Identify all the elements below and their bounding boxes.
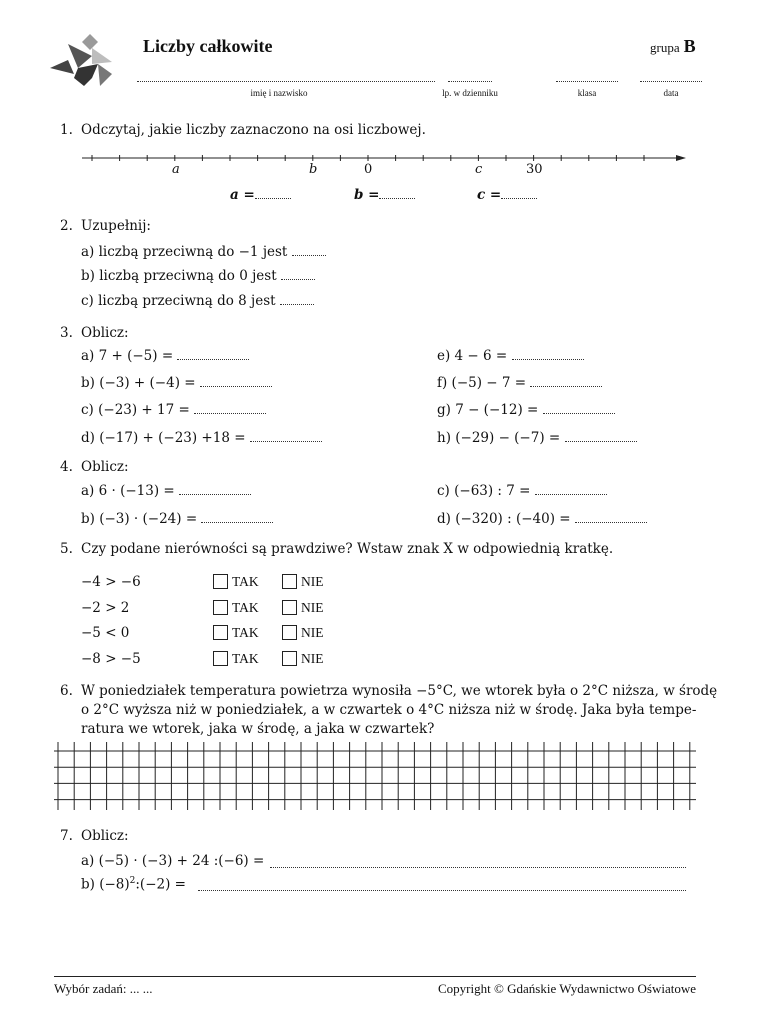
- q1-answer-b: [354, 187, 415, 203]
- q5-row-2-yes-label: TAK: [232, 600, 259, 615]
- date-caption: data: [663, 88, 679, 98]
- q3-item-f: [437, 375, 602, 391]
- q5-row-3-no-checkbox[interactable]: [282, 625, 297, 640]
- q3-item-c-text: c) (−23) + 17 =: [81, 402, 190, 418]
- q2-item-a-blank[interactable]: [292, 244, 326, 256]
- q5-row-4-yes-checkbox[interactable]: [213, 651, 228, 666]
- q5-row-2-no-label: NIE: [301, 600, 324, 615]
- q5-text: Czy podane nierówności są prawdziwe? Wstaw znak X w odpowiednią kratkę.: [81, 541, 614, 557]
- q2-item-c-blank[interactable]: [280, 293, 314, 305]
- q7-item-b: [81, 876, 186, 893]
- q7-item-b-blank[interactable]: [198, 879, 686, 891]
- logo-triangle-light: [92, 48, 112, 64]
- q4-item-d-blank[interactable]: [575, 511, 647, 523]
- q5-inequality-4: −8 > −5: [81, 651, 141, 667]
- q7-item-b-rest: :(−2) =: [135, 876, 186, 893]
- q2-number: 2.: [60, 218, 73, 234]
- q4-item-b-blank[interactable]: [201, 511, 273, 523]
- axis-label-zero: 0: [364, 162, 373, 177]
- q5-row-3-no[interactable]: [282, 625, 324, 641]
- q1-answer-a: [230, 187, 291, 203]
- q4-item-b-text: b) (−3) · (−24) =: [81, 511, 198, 527]
- footer-divider: [54, 976, 696, 977]
- q4-item-d: [437, 511, 647, 527]
- logo-wing-left: [50, 60, 74, 74]
- register-number-field[interactable]: [448, 70, 492, 82]
- q6-line-3: ratura we wtorek, jaka w środę, a jaka w czwartek?: [81, 721, 435, 737]
- q7-text: Oblicz:: [81, 828, 129, 844]
- q1-answer-a-label: a =: [230, 187, 255, 203]
- q1-answer-c: [477, 187, 537, 203]
- q3-item-g-blank[interactable]: [543, 402, 615, 414]
- name-field[interactable]: [137, 70, 435, 82]
- q3-item-e-text: e) 4 − 6 =: [437, 348, 508, 364]
- q1-answer-c-label: c =: [477, 187, 502, 203]
- q4-text: Oblicz:: [81, 459, 129, 475]
- q3-item-a: [81, 348, 249, 364]
- q3-item-f-blank[interactable]: [530, 375, 602, 387]
- q3-item-a-blank[interactable]: [177, 348, 249, 360]
- q2-item-b: [81, 268, 315, 284]
- q7-item-a: a) (−5) · (−3) + 24 :(−6) =: [81, 853, 265, 869]
- q3-item-h-blank[interactable]: [565, 430, 637, 442]
- q3-item-e-blank[interactable]: [512, 348, 584, 360]
- q5-row-4-no-checkbox[interactable]: [282, 651, 297, 666]
- q5-row-1-yes-label: TAK: [232, 574, 259, 589]
- group-label: grupa: [650, 40, 680, 55]
- q2-item-a: [81, 244, 326, 260]
- q3-item-f-text: f) (−5) − 7 =: [437, 375, 527, 391]
- q5-row-3-yes-label: TAK: [232, 625, 259, 640]
- footer-copyright: Copyright © Gdańskie Wydawnictwo Oświatowe: [438, 981, 696, 996]
- register-number-caption: lp. w dzienniku: [442, 88, 498, 98]
- logo-wing-right: [98, 64, 112, 86]
- q5-inequality-3: −5 < 0: [81, 625, 130, 641]
- q7-item-b-exponent: 2: [129, 876, 136, 886]
- q4-item-c-text: c) (−63) : 7 =: [437, 483, 531, 499]
- q5-row-2-no-checkbox[interactable]: [282, 600, 297, 615]
- q5-row-4-yes[interactable]: [213, 651, 259, 667]
- q3-item-a-text: a) 7 + (−5) =: [81, 348, 174, 364]
- q4-item-a: [81, 483, 251, 499]
- q5-row-1-no-label: NIE: [301, 574, 324, 589]
- q5-row-4-yes-label: TAK: [232, 651, 259, 666]
- q7-item-a-blank[interactable]: [270, 856, 686, 868]
- q2-item-c: [81, 293, 314, 309]
- name-caption: imię i nazwisko: [250, 88, 308, 98]
- q3-item-h-text: h) (−29) − (−7) =: [437, 430, 561, 446]
- q3-item-g: [437, 402, 615, 418]
- q5-row-2-yes-checkbox[interactable]: [213, 600, 228, 615]
- q5-number: 5.: [60, 541, 73, 557]
- number-line-arrow: [676, 155, 686, 161]
- group-indicator: [650, 36, 696, 57]
- page-title: Liczby całkowite: [143, 36, 273, 56]
- group-value: B: [683, 36, 696, 56]
- q3-item-b: [81, 375, 272, 391]
- q3-item-c-blank[interactable]: [194, 402, 266, 414]
- q5-row-3-no-label: NIE: [301, 625, 324, 640]
- axis-label-b: b: [309, 162, 318, 177]
- q5-row-3-yes[interactable]: [213, 625, 259, 641]
- q5-row-3-yes-checkbox[interactable]: [213, 625, 228, 640]
- axis-label-c: c: [475, 162, 483, 177]
- q3-item-e: [437, 348, 584, 364]
- q5-row-4-no[interactable]: [282, 651, 324, 667]
- q4-item-c: [437, 483, 607, 499]
- q3-item-c: [81, 402, 266, 418]
- class-field[interactable]: [556, 70, 618, 82]
- q5-inequality-2: −2 > 2: [81, 600, 130, 616]
- answer-grid[interactable]: [54, 742, 696, 810]
- q4-item-b: [81, 511, 273, 527]
- q2-item-b-blank[interactable]: [281, 268, 315, 280]
- q3-item-b-text: b) (−3) + (−4) =: [81, 375, 196, 391]
- q5-row-1-yes[interactable]: [213, 574, 259, 590]
- q6-number: 6.: [60, 683, 73, 699]
- q5-inequality-1: −4 > −6: [81, 574, 141, 590]
- q5-row-1-no-checkbox[interactable]: [282, 574, 297, 589]
- q1-answer-c-blank[interactable]: [501, 187, 537, 199]
- q2-text: Uzupełnij:: [81, 218, 151, 234]
- logo-body: [74, 64, 98, 86]
- q6-line-2: o 2°C wyższa niż w poniedziałek, a w czwartek o 4°C niższa niż w środę. Jaka była tempe-: [81, 702, 697, 718]
- q5-row-2-no[interactable]: [282, 600, 324, 616]
- q4-item-d-text: d) (−320) : (−40) =: [437, 511, 571, 527]
- q2-item-b-text: b) liczbą przeciwną do 0 jest: [81, 268, 277, 284]
- q1-answer-b-blank[interactable]: [379, 187, 415, 199]
- q1-text: Odczytaj, jakie liczby zaznaczono na osi liczbowej.: [81, 122, 426, 138]
- q7-item-b-base: b) (−8): [81, 876, 130, 893]
- axis-label-a: a: [172, 162, 180, 177]
- date-field[interactable]: [640, 70, 702, 82]
- publisher-logo: [48, 34, 114, 88]
- q4-item-a-text: a) 6 · (−13) =: [81, 483, 175, 499]
- q1-answer-b-label: b =: [354, 187, 380, 203]
- q3-item-d-text: d) (−17) + (−23) +18 =: [81, 430, 246, 446]
- number-line-ticks: [92, 155, 644, 161]
- q5-row-4-no-label: NIE: [301, 651, 324, 666]
- q4-number: 4.: [60, 459, 73, 475]
- q5-row-1-no[interactable]: [282, 574, 324, 590]
- q1-number: 1.: [60, 122, 73, 138]
- q7-number: 7.: [60, 828, 73, 844]
- q1-answer-a-blank[interactable]: [255, 187, 291, 199]
- q5-row-1-yes-checkbox[interactable]: [213, 574, 228, 589]
- footer-task-selection: Wybór zadań: ... ...: [54, 981, 153, 996]
- q3-item-d-blank[interactable]: [250, 430, 322, 442]
- q3-number: 3.: [60, 325, 73, 341]
- q2-item-a-text: a) liczbą przeciwną do −1 jest: [81, 244, 288, 260]
- q2-item-c-text: c) liczbą przeciwną do 8 jest: [81, 293, 276, 309]
- q5-row-2-yes[interactable]: [213, 600, 259, 616]
- class-caption: klasa: [577, 88, 597, 98]
- q4-item-a-blank[interactable]: [179, 483, 251, 495]
- axis-label-thirty: 30: [526, 162, 543, 177]
- q3-item-g-text: g) 7 − (−12) =: [437, 402, 539, 418]
- q6-line-1: W poniedziałek temperatura powietrza wynosiła −5°C, we wtorek była o 2°C niższa, w środę: [81, 683, 718, 699]
- q3-item-h: [437, 430, 637, 446]
- q3-item-d: [81, 430, 322, 446]
- q3-item-b-blank[interactable]: [200, 375, 272, 387]
- q4-item-c-blank[interactable]: [535, 483, 607, 495]
- q3-text: Oblicz:: [81, 325, 129, 341]
- logo-diamond: [82, 34, 98, 50]
